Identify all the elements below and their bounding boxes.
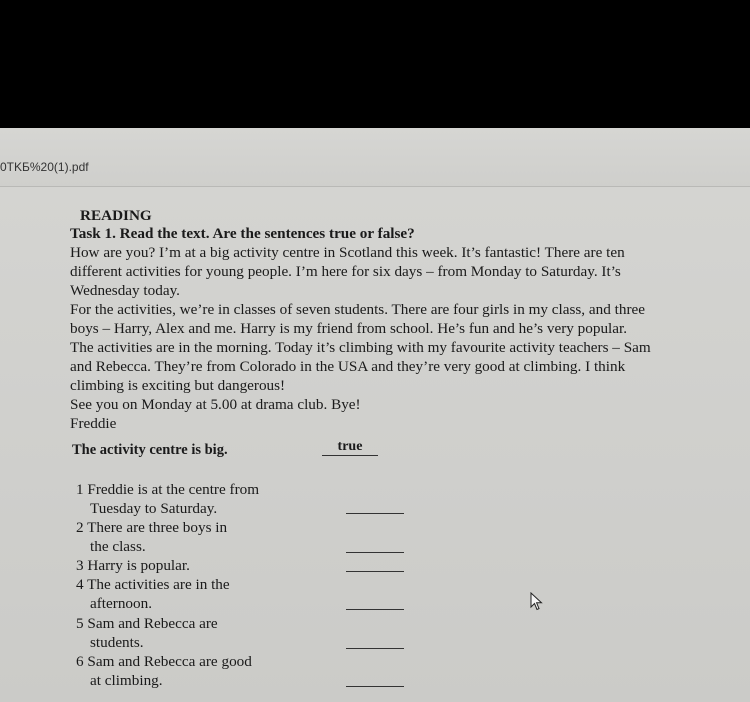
question-6-line2: at climbing. xyxy=(90,672,163,689)
answer-blank-1[interactable] xyxy=(346,513,404,514)
answer-blank-2[interactable] xyxy=(346,552,404,553)
paragraph-line: Wednesday today. xyxy=(70,282,180,299)
paragraph-line: See you on Monday at 5.00 at drama club. Bye! xyxy=(70,396,361,413)
example-sentence: The activity centre is big. xyxy=(72,442,228,458)
paragraph-line: boys – Harry, Alex and me. Harry is my friend from school. He’s fun and he’s very popular. xyxy=(70,320,628,337)
question-4-line2: afternoon. xyxy=(90,595,152,612)
paragraph-line: For the activities, we’re in classes of seven students. There are four girls in my class, and three xyxy=(70,301,645,318)
mouse-pointer-icon xyxy=(530,592,544,612)
answer-blank-5[interactable] xyxy=(346,648,404,649)
paragraph-line: climbing is exciting but dangerous! xyxy=(70,377,286,394)
pdf-viewer-window xyxy=(0,128,750,702)
paragraph-line: and Rebecca. They’re from Colorado in the USA and they’re very good at climbing. I think xyxy=(70,358,626,375)
tab-title[interactable]: 0TKБ%20(1).pdf xyxy=(0,160,89,174)
paragraph-line: different activities for young people. I’m here for six days – from Monday to Saturday. It’s xyxy=(70,263,621,280)
question-1-line1: 1 Freddie is at the centre from xyxy=(76,481,260,498)
answer-blank-4[interactable] xyxy=(346,609,404,610)
answer-blank-3[interactable] xyxy=(346,571,404,572)
answer-blank-6[interactable] xyxy=(346,686,404,687)
question-5-line1: 5 Sam and Rebecca are xyxy=(76,615,218,632)
signature-line: Freddie xyxy=(70,415,117,432)
question-2-line2: the class. xyxy=(90,538,146,555)
paragraph-line: The activities are in the morning. Today it’s climbing with my favourite activity teachers – Sam xyxy=(70,339,651,356)
tab-bar xyxy=(0,128,750,187)
paragraph-line: How are you? I’m at a big activity centre in Scotland this week. It’s fantastic! There are ten xyxy=(70,244,625,261)
question-2-line1: 2 There are three boys in xyxy=(76,519,228,536)
question-5-line2: students. xyxy=(90,634,144,651)
task-instruction: Task 1. Read the text. Are the sentences true or false? xyxy=(70,225,415,242)
example-answer: true xyxy=(322,439,378,456)
question-4-line1: 4 The activities are in the xyxy=(76,576,230,593)
heading: READING xyxy=(80,207,152,224)
question-6-line1: 6 Sam and Rebecca are good xyxy=(76,653,252,670)
question-1-line2: Tuesday to Saturday. xyxy=(90,500,218,517)
document-page xyxy=(0,187,750,702)
question-3-line1: 3 Harry is popular. xyxy=(76,557,190,574)
